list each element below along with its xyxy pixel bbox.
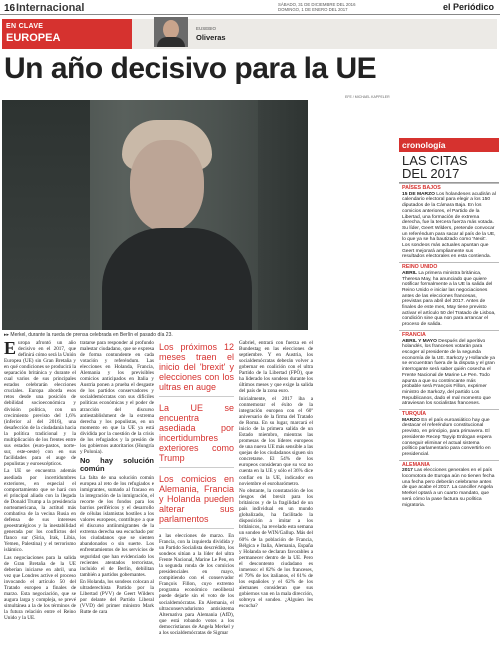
subheading: No hay solución común bbox=[80, 455, 154, 473]
paragraph: Las negociaciones para la salida de Gran Bretaña de la UE deberían iniciarse en abril, una vez que Londres active el proceso invocando el artículo 50 del Tratado europeo a finales de marzo. Esta negociación, que se augura larga y compleja, se prevé simultánea a la de los términos de la futura relación entre el Reino Unido y la UE. bbox=[4, 554, 76, 622]
chronology-sidebar bbox=[399, 138, 499, 666]
newspaper-logo: el Periódico bbox=[442, 2, 494, 12]
item-date: ABRIL Y MAYO bbox=[402, 338, 437, 344]
paragraph: No obstante, la constatación de los riesgos del brexit para los británicos y de la fragilidad de un país individual en un mundo globalizado, ha facilitado la disposición a imitar a los británicos, ha revelado esta semana un sondeo de WIN/Gallup. Más del 60% de la población de Francia, Bélgica e Italia, Alemania, España y Holanda se declaran favorables a permanecer dentro de la UE. Pero el descontento ciudadano es inmenso: el 82% de los franceses, el 79% de los italianos, el 61% de los españoles y el 62% de los alemanes consideran que sus gobiernos van en la mala dirección, sobreya el sondeo. ¿Alguien les escucha? bbox=[239, 488, 313, 610]
item-text: Los holandeses acudirán al calendario electoral para elegir a los 150 diputados de la Cámara Baja. En los comicios anteriores, el Partido de la Libertad, una formación de extrema derecha, fue la tercera fuerza más votada. Su líder, Geert Wilders, pretende convocar un referéndum para sacar al país de la UE, lo que ya se ha bautizado como 'Nexit'. Los sondeos más actuales apuntan que Geert mejorará ampliamente sus resultados electorales en esta contienda. bbox=[402, 191, 496, 260]
sidebar-tag: cronología bbox=[399, 138, 499, 152]
item-country: FRANCIA bbox=[402, 331, 426, 338]
item-country: PAÍSES BAJOS bbox=[402, 185, 441, 191]
photo-background bbox=[2, 100, 90, 330]
paragraph: La falta de una solución común europea al reto de los refugiados e inmigrantes, sumado al fracaso en la integración de la inmigración, el recorte de los fondos para los barrios periféricos y el desarrollo de células islamistas hostiles a los valores europeos, contribuye a que el discurso antiinmigrantes de la extrema derecha sea escuchado por los ciudadanos que se sienten abandonados o sin suerte. Los enfrentamientos de los servicios de seguridad que han evidenciado los recientes atentados terroristas, incluido el de Berlín, debilitan también a partidos gobernantes. bbox=[80, 474, 154, 578]
photo-flag bbox=[258, 100, 308, 330]
article-column-3 bbox=[159, 340, 234, 666]
chronology-item bbox=[399, 330, 499, 409]
paragraph: tratarse para responder al profundo malestar ciudadano, que se expresa de forma contundente en cada votación y referéndum. Las elecciones en Holanda, Francia, Alemania y los previsibles comicios anticipados en Italia y Austria ponen a prueba el desgaste de los partidos conservadores y socialdemócratas con sus difíciles políticas económicas y el poder de atracción del discurso antiestablishment de la extrema derecha y los populistas, en un momento en que la UE ya está dividida por la cuestión de la crisis de los refugiados y la presión de los gobiernos autoritarios (Hungría y Polonia). bbox=[80, 340, 154, 455]
chronology-item bbox=[399, 409, 499, 460]
paragraph: Inicialmente, el 2017 iba a conmemorar el éxito de la integración europea con el 60º aniversario de la firma del Tratado de Roma. En su lugar, marcará el inicio de la primera salida de un Estado miembro, mientras las promesas de los líderes europeos de una nueva UE más sensible a las quejas de los ciudadanos siguen sin concretarse. El 54% de los europeos consideran que su voz no cuenta en la UE y sólo el 36% dice confiar en la UE, indicador en noviembre el eurobarómetro. bbox=[239, 395, 313, 487]
item-country: ALEMANIA bbox=[402, 461, 430, 468]
chronology-item bbox=[399, 262, 499, 330]
main-photo bbox=[2, 100, 308, 330]
author-firstname: EUSEBIO bbox=[196, 26, 217, 31]
item-date: 2017 bbox=[402, 468, 413, 474]
drop-cap: E bbox=[4, 340, 17, 358]
page-number: 16 bbox=[4, 3, 16, 14]
article-column-2 bbox=[80, 340, 154, 666]
kicker-box bbox=[2, 19, 132, 49]
section-title: Internacional bbox=[16, 2, 85, 14]
date-line-1: SÁBADO, 31 DE DICIEMBRE DEL 2016 bbox=[278, 2, 356, 7]
photo-body bbox=[102, 228, 252, 330]
author-avatar bbox=[154, 17, 188, 47]
kicker-line-2: EUROPEA bbox=[6, 32, 61, 44]
chronology-item bbox=[399, 183, 499, 262]
avatar-shoulders bbox=[157, 37, 185, 47]
item-date: MARZO bbox=[402, 417, 420, 423]
item-date: ABRIL bbox=[402, 270, 417, 276]
item-text: En el país euroasiático hay que destacar el referéndum constitucional previsto, en principio, para primavera. El presidente Recep Tayyip Erdogan espera conseguir eliminar el actual sistema político parlamentario para convertirlo en presidencial. bbox=[402, 417, 492, 457]
author-name: Oliveras bbox=[196, 33, 226, 42]
paragraph: a las elecciones de marzo. En Francia, con la izquierda dividida y un Partido Socialista descrédito, los sondeos sitúan a la líder del ultra Frente Nacional, Marine Le Pen, en la segunda ronda de los comicios presidenciales en mayo, compitiendo con el conservador François Fillon, cuyo extremo programa económico neoliberal puede dejarle sin el voto de los socialdemócratas. En Alemania, el ultraconservadurismo antisistema Alternativa para Alemania (AfD), que está robando votos a los democristianos de Angela Merkel y a los socialdemócratas de Sigmar bbox=[159, 533, 234, 636]
date-line-2: DOMINGO, 1 DE ENERO DEL 2017 bbox=[278, 7, 348, 12]
kicker-line-1: EN CLAVE bbox=[6, 23, 44, 30]
date-line bbox=[278, 2, 355, 12]
pull-quote: Los comicios en Alemania, Francia y Holanda pueden alterar sus parlamentos bbox=[159, 472, 234, 529]
lead-paragraph-text: uropa afrontó un año decisivo en el 2017, que definirá cómo será la Unión Europea (UE) sin Gran Bretaña y en qué condiciones se producirá la separación británica y durante el cual varios de sus principales estados celebrarán elecciones cruciales. Europa aborda esos retos desde una posición de debilidad socioeconómica y división política, con un crecimiento previsto del 1,6% (inferior al del 2016), una desafección de la ciudadanía hacia la política tradicional y la multiplicación de los frentes entre sus estados (euro-pastos, norte-sur, este-oeste) con en sus facilidades para el auge de populistas y euroescépticos. bbox=[4, 340, 76, 467]
paragraph: Gabriel, entrará con fuerza en el Bundestag en las elecciones de septiembre. Y en Austria, los socialdemócratas deberán volver a gobernar en coalición con el ultra Partido de la Libertad (FPÖ), que ha liderado los sondeos durante los últimos meses y que exige la salida del país de la zona euro. bbox=[239, 340, 313, 395]
item-text: Las elecciones generales en el país locomotora de Europa aún no tienen fecha una fecha pero deberán celebrarse antes de que acabe el 2017. La canciller Angela Merkel optará a un cuarto mandato, que será cómo la pase factura su política migratoria. bbox=[402, 468, 495, 508]
item-text: Después del aperitivo holandés, los franceses votarán para escoger al presidente de la segunda economía de la UE. Sarkozy y Hollande ya se encuentran fuera de la disputa y el gran interrogante será saber quién cosecha el Frente Nacional de Marine Le Pen. Todo apunta a que su contrincante más probable será François Fillon, exprimer ministro de Sarkozy, del partido Los Republicanos, dado el mal momento que atraviesan los socialistas franceses. bbox=[402, 338, 495, 407]
header-divider bbox=[0, 14, 500, 15]
pull-quote: Los próximos 12 meses traen el inicio del 'brexit' y elecciones con los ultras en auge bbox=[159, 340, 234, 397]
article-column-4 bbox=[239, 340, 313, 666]
item-date: 15 DE MARZO bbox=[402, 191, 435, 197]
photo-credit: EFE / MICHAEL KAPPELER bbox=[345, 95, 390, 99]
photo-caption: ▸▸ Merkel, durante la rueda de prensa celebrada en Berlín el pasado día 23. bbox=[4, 332, 173, 338]
item-country: REINO UNIDO bbox=[402, 264, 438, 271]
article-column-1 bbox=[4, 340, 76, 666]
sidebar-title: LAS CITAS DEL 2017 bbox=[399, 152, 499, 183]
item-text: La primera ministra británica, Theresa May, ha anunciado que quiere notificar formalmente a la UE la salida del Reino Unido e iniciar las negociaciones antes de las elecciones francesas, previstas para abril del 2017. Antes de finales de este mes, May tiene previsto activar el artículo 50 del Tratado de Lisboa, condición sine qua non para arrancar el proceso de salida. bbox=[402, 270, 496, 328]
item-country: TURQUÍA bbox=[402, 411, 427, 418]
headline: Un año decisivo para la UE bbox=[4, 52, 377, 85]
lead-paragraph bbox=[4, 340, 76, 467]
photo-face bbox=[130, 140, 204, 232]
chronology-item bbox=[399, 460, 499, 511]
paragraph: En Holanda, los sondeos colocan al ultraderechista Partido por la Libertad (PVV) de Geert Wilders por delante del Partido Liberal (VVD) del primer ministro Mark Rutte de cara bbox=[80, 579, 154, 616]
pull-quote: La UE se encuentra asediada por incertidumbres exteriores como Trump bbox=[159, 401, 234, 468]
paragraph: La UE se encuentra además asediada por incertidumbres exteriores, en especial el comportamiento que se hará con el principal aliado con la llegada de Donald Trump a la presidencia norteamericana, la actitud más combativa de la vecina Rusia en defensa de sus intereses geoestratégicos y la inestabilidad generada por los conflictos del flanco sur (Siria, Irak, Libia, Yemen, Palestina) y el terrorismo islámico. bbox=[4, 468, 76, 554]
